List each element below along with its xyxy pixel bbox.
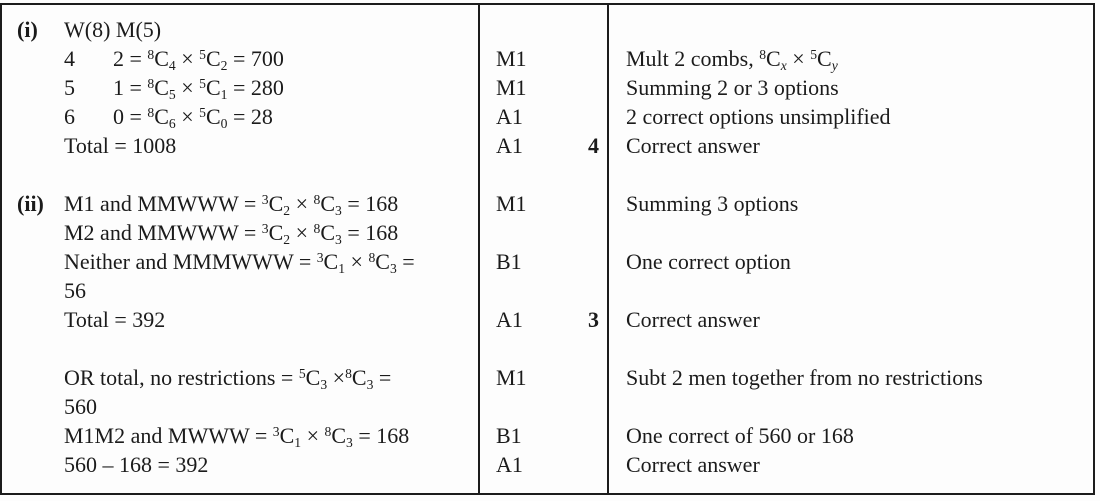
text-run: Total = 392 bbox=[64, 307, 166, 332]
comment-cell bbox=[611, 305, 1093, 334]
text-run: 5 bbox=[64, 75, 75, 100]
superscript: 3 bbox=[261, 220, 269, 236]
mark-cell bbox=[480, 392, 611, 421]
comment-cell bbox=[611, 189, 1093, 218]
subscript: 5 bbox=[168, 87, 176, 103]
table-row bbox=[2, 218, 1093, 247]
comment-cell bbox=[611, 160, 1093, 189]
table-row bbox=[2, 15, 1093, 44]
text-run: C bbox=[375, 249, 390, 274]
text-run: 2 = bbox=[113, 46, 148, 71]
subscript: 3 bbox=[366, 377, 374, 393]
comment-cell bbox=[611, 131, 1093, 160]
text-run: C bbox=[154, 104, 169, 129]
total-marks: 4 bbox=[588, 133, 599, 158]
text-run: C bbox=[154, 75, 169, 100]
superscript: 8 bbox=[313, 191, 321, 207]
text-run: C bbox=[205, 75, 221, 100]
table-row bbox=[2, 44, 1093, 73]
text-run: One correct of 560 or 168 bbox=[626, 423, 854, 448]
text-run: 0 = bbox=[113, 104, 148, 129]
text-run: Neither and MMMWWW = bbox=[64, 249, 317, 274]
text-run: M1M2 and MWWW = bbox=[64, 423, 273, 448]
working-cell bbox=[2, 450, 480, 479]
table-row bbox=[2, 189, 1093, 218]
text-run: Subt 2 men together from no restrictions bbox=[626, 365, 983, 390]
comment-cell bbox=[611, 363, 1093, 392]
mark-cell bbox=[480, 189, 611, 218]
comment-cell bbox=[611, 392, 1093, 421]
subscript: 3 bbox=[346, 435, 353, 451]
part-label: (i) bbox=[17, 17, 38, 42]
working-cell bbox=[2, 334, 480, 363]
text-run: × bbox=[290, 191, 314, 216]
comment-cell bbox=[611, 102, 1093, 131]
text-run: C bbox=[154, 46, 169, 71]
table-row bbox=[2, 450, 1093, 479]
working-cell bbox=[2, 189, 480, 218]
subscript-italic: y bbox=[831, 58, 838, 74]
comment-cell bbox=[611, 334, 1093, 363]
table-row bbox=[2, 392, 1093, 421]
mark-cell bbox=[480, 305, 611, 334]
text-run: × bbox=[175, 104, 200, 129]
subscript: 2 bbox=[220, 58, 228, 74]
working-cell bbox=[2, 218, 480, 247]
text-run: = 28 bbox=[227, 104, 273, 129]
mark-cell bbox=[480, 73, 611, 102]
text-run: C bbox=[323, 249, 339, 274]
comment-cell bbox=[611, 15, 1093, 44]
mark-cell bbox=[480, 131, 611, 160]
comment-cell bbox=[611, 450, 1093, 479]
superscript: 5 bbox=[810, 46, 818, 62]
working-cell bbox=[2, 73, 480, 102]
text-run: W(8) M(5) bbox=[64, 17, 162, 42]
comment-cell bbox=[611, 218, 1093, 247]
text-run: Correct answer bbox=[626, 307, 760, 332]
text-run: OR total, no restrictions = bbox=[64, 365, 299, 390]
text-run: C bbox=[320, 220, 335, 245]
text-run: C bbox=[268, 220, 284, 245]
mark-cell bbox=[480, 218, 611, 247]
mark-cell bbox=[480, 15, 611, 44]
mark-cell bbox=[480, 334, 611, 363]
subscript: 3 bbox=[389, 261, 397, 277]
subscript: 0 bbox=[220, 116, 228, 132]
text-run: Correct answer bbox=[626, 452, 760, 477]
comment-cell bbox=[611, 276, 1093, 305]
superscript: 8 bbox=[324, 423, 332, 439]
working-cell bbox=[2, 305, 480, 334]
working-cell bbox=[2, 392, 480, 421]
text-run: × bbox=[327, 365, 346, 390]
mark-code: A1 bbox=[496, 133, 523, 158]
text-run: C bbox=[279, 423, 295, 448]
superscript: 5 bbox=[298, 365, 306, 381]
text-run: × bbox=[290, 220, 314, 245]
text-run: = 280 bbox=[227, 75, 284, 100]
working-cell bbox=[2, 15, 480, 44]
table-row bbox=[2, 73, 1093, 102]
comment-cell bbox=[611, 73, 1093, 102]
superscript: 8 bbox=[147, 104, 155, 120]
subscript: 6 bbox=[168, 116, 176, 132]
superscript: 5 bbox=[199, 46, 206, 62]
text-run: Total = 1008 bbox=[64, 133, 177, 158]
text-run: × bbox=[301, 423, 325, 448]
table-row bbox=[2, 305, 1093, 334]
text-run: One correct option bbox=[626, 249, 791, 274]
text-run: Correct answer bbox=[626, 133, 760, 158]
subscript: 2 bbox=[283, 203, 291, 219]
text-run: 1 = bbox=[113, 75, 148, 100]
table-row bbox=[2, 276, 1093, 305]
mark-cell bbox=[480, 102, 611, 131]
mark-code: M1 bbox=[496, 365, 527, 390]
comment-cell bbox=[611, 247, 1093, 276]
text-run: C bbox=[305, 365, 321, 390]
text-run: C bbox=[268, 191, 284, 216]
mark-code: M1 bbox=[496, 46, 527, 71]
text-run: = bbox=[373, 365, 392, 390]
text-run: C bbox=[205, 46, 221, 71]
subscript-italic: x bbox=[780, 58, 787, 74]
table-row bbox=[2, 421, 1093, 450]
subscript: 2 bbox=[283, 232, 291, 248]
working-cell bbox=[2, 102, 480, 131]
table-row bbox=[2, 102, 1093, 131]
working-cell bbox=[2, 363, 480, 392]
mark-cell bbox=[480, 160, 611, 189]
working-cell bbox=[2, 131, 480, 160]
text-run: = 168 bbox=[352, 423, 410, 448]
superscript: 8 bbox=[368, 249, 376, 265]
subscript: 1 bbox=[338, 261, 346, 277]
mark-cell bbox=[480, 247, 611, 276]
text-run: 56 bbox=[64, 278, 86, 303]
text-run: × bbox=[175, 46, 200, 71]
mark-scheme-table bbox=[0, 3, 1095, 495]
working-cell bbox=[2, 247, 480, 276]
text-run: 6 bbox=[64, 104, 75, 129]
mark-code: B1 bbox=[496, 249, 522, 274]
text-run: 4 bbox=[64, 46, 75, 71]
comment-cell bbox=[611, 421, 1093, 450]
text-run: 2 correct options unsimplified bbox=[626, 104, 891, 129]
mark-code: A1 bbox=[496, 307, 523, 332]
text-run: C bbox=[817, 46, 832, 71]
superscript: 3 bbox=[261, 191, 269, 207]
table-row bbox=[2, 131, 1093, 160]
mark-cell bbox=[480, 44, 611, 73]
mark-code: B1 bbox=[496, 423, 522, 448]
superscript: 8 bbox=[345, 365, 352, 381]
table-row bbox=[2, 247, 1093, 276]
comment-cell bbox=[611, 44, 1093, 73]
mark-cell bbox=[480, 276, 611, 305]
subscript: 3 bbox=[335, 232, 342, 248]
text-run: C bbox=[351, 365, 367, 390]
superscript: 8 bbox=[147, 46, 155, 62]
mark-code: A1 bbox=[496, 104, 523, 129]
mark-code: M1 bbox=[496, 191, 527, 216]
table-row bbox=[2, 334, 1093, 363]
table-row bbox=[2, 363, 1093, 392]
text-run: M2 and MMWWW = bbox=[64, 220, 262, 245]
subscript: 1 bbox=[294, 435, 302, 451]
text-run: = 168 bbox=[341, 220, 399, 245]
mark-code: A1 bbox=[496, 452, 523, 477]
text-run: C bbox=[320, 191, 335, 216]
part-label: (ii) bbox=[17, 191, 44, 216]
working-cell bbox=[2, 421, 480, 450]
text-run: Mult 2 combs, bbox=[626, 46, 760, 71]
text-run: = 168 bbox=[341, 191, 399, 216]
text-run: 560 – 168 = 392 bbox=[64, 452, 209, 477]
text-run: = bbox=[396, 249, 415, 274]
subscript: 1 bbox=[220, 87, 228, 103]
working-cell bbox=[2, 160, 480, 189]
text-run: × bbox=[786, 46, 811, 71]
text-run: 560 bbox=[64, 394, 97, 419]
text-run: C bbox=[205, 104, 221, 129]
table-rows bbox=[2, 15, 1093, 479]
text-run: M1 and MMWWW = bbox=[64, 191, 262, 216]
mark-cell bbox=[480, 421, 611, 450]
superscript: 8 bbox=[147, 75, 155, 91]
superscript: 8 bbox=[313, 220, 321, 236]
subscript: 3 bbox=[335, 203, 342, 219]
superscript: 5 bbox=[199, 75, 206, 91]
working-cell bbox=[2, 276, 480, 305]
total-marks: 3 bbox=[588, 307, 599, 332]
text-run: × bbox=[175, 75, 200, 100]
text-run: Summing 2 or 3 options bbox=[626, 75, 839, 100]
superscript: 8 bbox=[759, 46, 767, 62]
working-cell bbox=[2, 44, 480, 73]
mark-code: M1 bbox=[496, 75, 527, 100]
superscript: 5 bbox=[199, 104, 206, 120]
superscript: 3 bbox=[272, 423, 280, 439]
text-run: × bbox=[345, 249, 369, 274]
mark-cell bbox=[480, 363, 611, 392]
subscript: 4 bbox=[168, 58, 176, 74]
text-run: C bbox=[766, 46, 781, 71]
superscript: 3 bbox=[316, 249, 324, 265]
text-run: C bbox=[331, 423, 346, 448]
mark-cell bbox=[480, 450, 611, 479]
subscript: 3 bbox=[320, 377, 328, 393]
text-run: = 700 bbox=[227, 46, 284, 71]
text-run: Summing 3 options bbox=[626, 191, 799, 216]
table-row bbox=[2, 160, 1093, 189]
